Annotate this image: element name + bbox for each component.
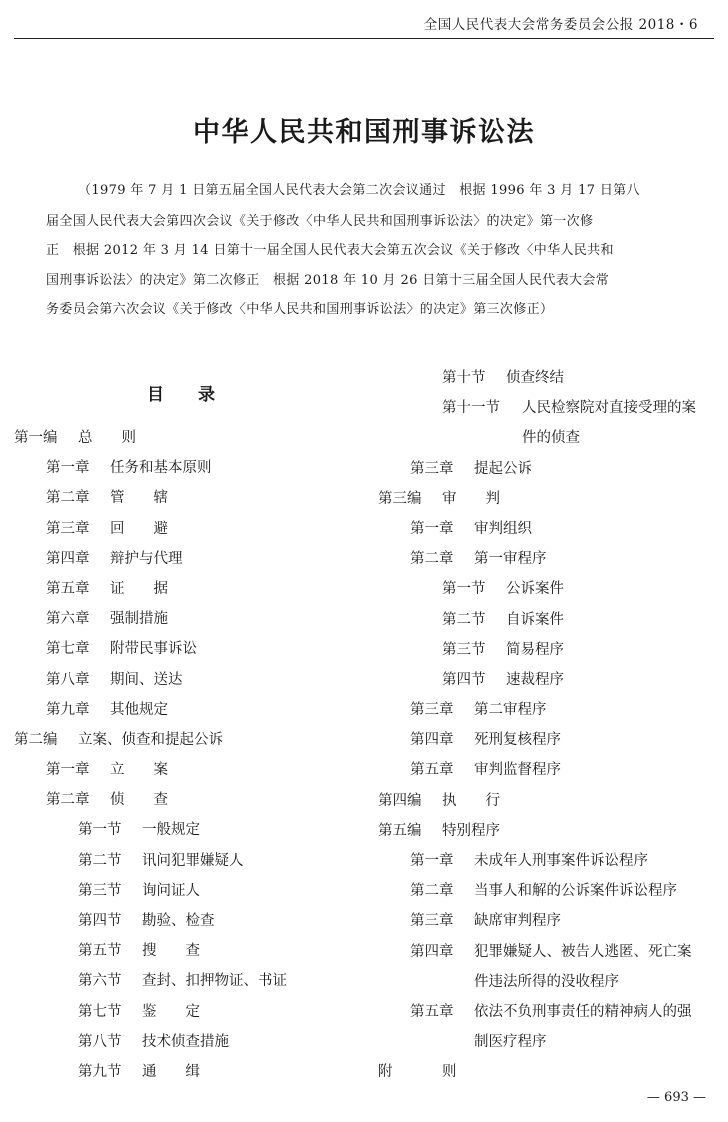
toc-entry-text: 公诉案件 xyxy=(506,581,564,598)
toc-entry-label: 第二章 xyxy=(46,490,90,507)
toc-entry-text: 其他规定 xyxy=(110,701,168,718)
toc-entry-label: 第二节 xyxy=(78,852,122,869)
toc-entry xyxy=(0,883,728,913)
preamble-line: 务委员会第六次会议《关于修改〈中华人民共和国刑事诉讼法〉的决定》第三次修正） xyxy=(46,302,554,317)
toc-entry-text: 特别程序 xyxy=(442,822,500,839)
toc-entry xyxy=(0,1034,728,1064)
preamble-line: 正 根据 2012 年 3 月 14 日第十一届全国人民代表大会第五次会议《关于修改〈中华人民共和 xyxy=(46,243,614,258)
toc-entry-label: 第三章 xyxy=(410,460,454,477)
toc-entry xyxy=(0,581,728,611)
toc-entry-label: 第三节 xyxy=(442,641,486,658)
toc-entry-label: 第四编 xyxy=(378,792,422,809)
toc-entry-text: 回 避 xyxy=(110,520,168,537)
toc-entry-label: 第六章 xyxy=(46,611,90,628)
toc-entry-text: 犯罪嫌疑人、被告人逃匿、死亡案 xyxy=(474,943,692,960)
toc-entry xyxy=(0,370,728,400)
toc-entry-text: 期间、送达 xyxy=(110,671,183,688)
toc-entry xyxy=(0,944,728,974)
toc-entry-label: 第一节 xyxy=(78,822,122,839)
toc-entry xyxy=(0,491,728,521)
toc-entry xyxy=(0,612,728,642)
toc-entry-label: 第三章 xyxy=(410,702,454,719)
toc-entry-text: 勘验、检查 xyxy=(142,913,215,929)
toc-entry-label: 第四章 xyxy=(410,943,454,960)
toc-entry xyxy=(0,853,728,883)
toc-entry-text: 审判监督程序 xyxy=(474,762,561,779)
toc-entry xyxy=(0,551,728,581)
law-title: 中华人民共和国刑事诉讼法 xyxy=(193,117,535,148)
toc-entry-label: 第五节 xyxy=(78,943,122,960)
toc-entry-label: 第五章 xyxy=(46,580,90,597)
toc-entry-label: 第三编 xyxy=(378,490,422,507)
toc-entry-label: 第九节 xyxy=(78,1063,122,1080)
toc-entry-label: 第一章 xyxy=(410,853,454,869)
toc-entry-text: 侦 查 xyxy=(110,792,168,809)
toc-entry-label: 第八章 xyxy=(46,671,90,688)
toc-entry-text: 侦查终结 xyxy=(506,370,564,386)
toc-right-column xyxy=(0,370,728,1095)
toc-entry-label: 第一章 xyxy=(46,762,90,779)
toc-entry-text: 证 据 xyxy=(110,580,168,597)
toc-entry-text: 强制措施 xyxy=(110,611,168,628)
toc-entry xyxy=(0,1064,728,1094)
toc-entry-label: 第二章 xyxy=(46,792,90,809)
page-number: — 693 — xyxy=(646,1090,706,1105)
toc-entry-text: 审判组织 xyxy=(474,520,532,537)
toc-entry-text: 技术侦查措施 xyxy=(142,1033,229,1050)
toc-entry-label: 第二编 xyxy=(14,731,58,748)
toc-entry-label: 第六节 xyxy=(78,973,122,990)
toc-entry xyxy=(0,672,728,702)
toc-entry-label: 第八节 xyxy=(78,1033,122,1050)
toc-entry-text: 则 xyxy=(442,1064,457,1081)
toc-entry-text: 死刑复核程序 xyxy=(474,732,561,749)
toc-entry xyxy=(0,702,728,732)
toc-entry-text: 件的侦查 xyxy=(522,430,580,447)
toc-entry-label: 第四章 xyxy=(46,550,90,567)
toc-entry-label: 第四章 xyxy=(410,732,454,749)
toc-entry-label: 第七节 xyxy=(78,1003,122,1020)
toc-entry-label: 第一章 xyxy=(46,460,90,477)
toc-entry-text: 制医疗程序 xyxy=(474,1034,547,1051)
toc-entry-text: 人民检察院对直接受理的案 xyxy=(522,400,696,417)
toc-entry xyxy=(0,430,728,460)
preamble-line: 国刑事诉讼法〉的决定》第二次修正 根据 2018 年 10 月 26 日第十三届全国人民代表大会常 xyxy=(46,273,610,288)
toc-entry xyxy=(0,732,728,762)
toc-entry xyxy=(0,400,728,430)
preamble-line: （1979 年 7 月 1 日第五届全国人民代表大会第二次会议通过 根据 1996 年 3 月 17 日第八 xyxy=(78,183,640,198)
toc-entry-text: 第一审程序 xyxy=(474,551,547,568)
preamble-line: 届全国人民代表大会第四次会议《关于修改〈中华人民共和国刑事诉讼法〉的决定》第一次修 xyxy=(46,214,594,229)
toc-entry xyxy=(0,793,728,823)
toc-entry-label: 第七章 xyxy=(46,641,90,658)
toc-entry-label: 第二节 xyxy=(442,611,486,628)
toc-entry-text: 提起公诉 xyxy=(474,460,532,477)
toc-entry-text: 鉴 定 xyxy=(142,1003,200,1020)
toc-entry-text: 辩护与代理 xyxy=(110,550,183,567)
toc-entry-label: 第十节 xyxy=(442,370,486,386)
toc-entry-text: 管 辖 xyxy=(110,490,168,507)
toc-entry xyxy=(0,762,728,792)
toc-entry-label: 第五编 xyxy=(378,822,422,839)
header-text: 全国人民代表大会常务委员会公报 2018・6 xyxy=(423,17,698,33)
toc-entry-label: 第三节 xyxy=(78,882,122,899)
toc-entry-text: 当事人和解的公诉案件诉讼程序 xyxy=(474,883,677,900)
toc-entry-label: 第二章 xyxy=(410,551,454,568)
toc-title: 目 录 xyxy=(147,385,215,405)
toc-entry-text: 速裁程序 xyxy=(506,671,564,688)
toc-entry-text: 第二审程序 xyxy=(474,702,547,719)
toc-entry-text: 通 缉 xyxy=(142,1063,200,1080)
toc-entry-text: 自诉案件 xyxy=(506,611,564,628)
toc-entry xyxy=(0,974,728,1004)
header-rule xyxy=(14,38,714,39)
toc-entry xyxy=(0,521,728,551)
toc-entry xyxy=(0,461,728,491)
toc-entry xyxy=(0,642,728,672)
toc-entry-label: 第十一节 xyxy=(442,400,500,417)
toc-entry-text: 未成年人刑事案件诉讼程序 xyxy=(474,853,648,869)
toc-entry-text: 执 行 xyxy=(442,792,500,809)
toc-entry xyxy=(0,913,728,943)
toc-entry-label: 第九章 xyxy=(46,701,90,718)
toc-entry-label: 第一章 xyxy=(410,520,454,537)
toc-entry-text: 件违法所得的没收程序 xyxy=(474,973,619,990)
toc-entry-label: 第二章 xyxy=(410,883,454,900)
toc-entry-text: 询问证人 xyxy=(142,882,200,899)
toc-entry-text: 任务和基本原则 xyxy=(110,460,212,477)
toc-entry-label: 第四节 xyxy=(442,671,486,688)
toc-entry-label: 第三章 xyxy=(410,913,454,930)
toc-entry xyxy=(0,1004,728,1034)
toc-entry-label: 第一节 xyxy=(442,581,486,598)
toc-entry-text: 立案、侦查和提起公诉 xyxy=(78,731,223,748)
toc-entry-label: 第四节 xyxy=(78,913,122,929)
toc-entry-text: 讯问犯罪嫌疑人 xyxy=(142,852,244,869)
toc-entry-label: 第三章 xyxy=(46,520,90,537)
toc-entry-text: 总 则 xyxy=(78,430,136,446)
toc-entry-text: 附带民事诉讼 xyxy=(110,641,197,658)
toc-entry-label: 第一编 xyxy=(14,430,58,446)
toc-entry-text: 立 案 xyxy=(110,762,168,779)
toc-entry-text: 缺席审判程序 xyxy=(474,913,561,930)
toc-entry-label: 第五章 xyxy=(410,762,454,779)
toc-entry-text: 一般规定 xyxy=(142,822,200,839)
toc-entry-label: 第五章 xyxy=(410,1003,454,1020)
toc-entry-text: 搜 查 xyxy=(142,943,200,960)
toc-entry xyxy=(0,823,728,853)
toc-entry-label: 附 xyxy=(378,1064,393,1081)
toc-entry-text: 查封、扣押物证、书证 xyxy=(142,973,287,990)
toc-entry-text: 依法不负刑事责任的精神病人的强 xyxy=(474,1003,692,1020)
toc-entry-text: 审 判 xyxy=(442,490,500,507)
toc-entry-text: 简易程序 xyxy=(506,641,564,658)
